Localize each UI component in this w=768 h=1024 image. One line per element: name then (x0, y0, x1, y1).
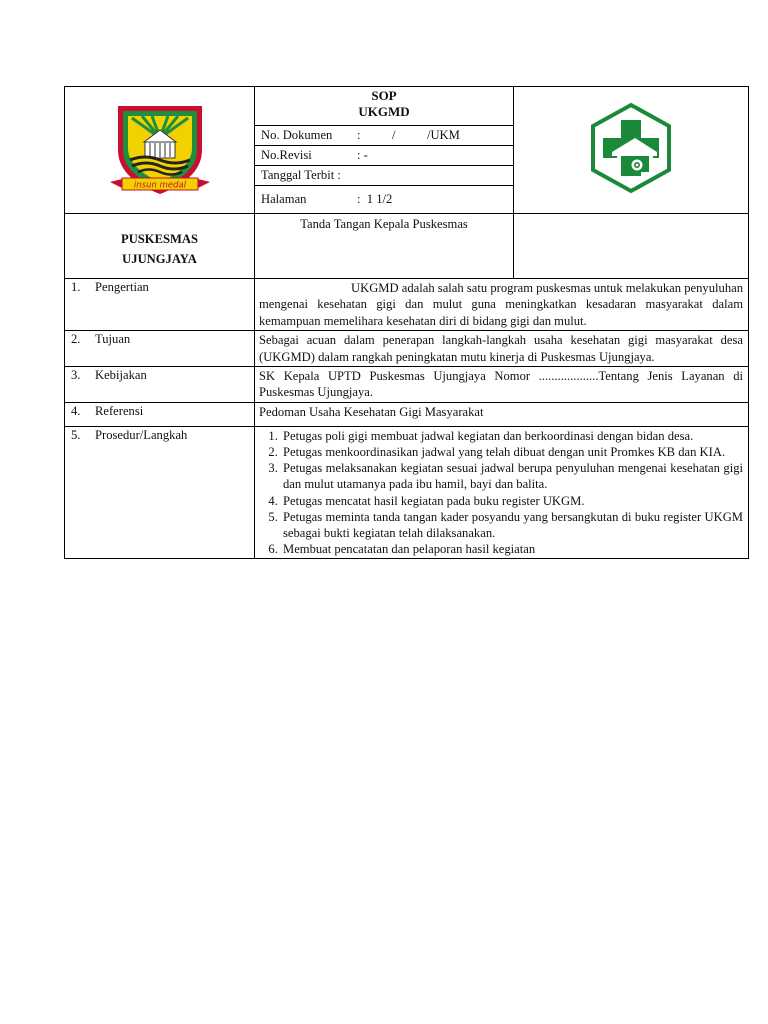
table-row (65, 279, 749, 331)
table-row (65, 426, 749, 559)
procedure-steps (259, 428, 743, 558)
row-text-cell (255, 367, 749, 403)
content-table (64, 278, 749, 559)
row-text: UKGMD adalah salah satu program puskesmas untuk melakukan penyuluhan mengenai kesehatan gigi dan mulut guna meningkatkan kesadaran masyarakat dalam kemampuan memelihara kesehatan diri di bidang gigi dan mulut. (259, 281, 743, 328)
header-table (64, 86, 749, 279)
row-number: 2. (71, 332, 81, 347)
doc-number-label: No. Dokumen (261, 128, 333, 142)
row-label: Kebijakan (95, 368, 147, 383)
logo-ribbon-text: insun medal (133, 180, 186, 191)
row-text-cell (255, 279, 749, 331)
signature-blank-cell (514, 214, 749, 279)
doc-number-row (255, 126, 514, 146)
list-item: 4. Petugas mencatat hasil kegiatan pada buku register UKGM. (281, 493, 743, 509)
row-number: 1. (71, 280, 81, 294)
table-row (65, 331, 749, 367)
procedure-cell (255, 426, 749, 559)
row-text: Pedoman Usaha Kesehatan Gigi Masyarakat (259, 404, 484, 419)
doc-subtitle: UKGMD (358, 104, 410, 119)
list-item: 3. Petugas melaksanakan kegiatan sesuai jadwal berupa penyuluhan mengenai kesehatan gigi dan mulut utamanya pada ibu hamil, bayi dan balita. (281, 460, 743, 492)
row-number: 4. (71, 403, 81, 418)
list-item: 5. Petugas meminta tanda tangan kader posyandu yang bersangkutan di buku register UKGM sebagai bukti kegiatan telah dilaksanakan. (281, 509, 743, 541)
row-label-cell (65, 367, 255, 403)
org-line2: UJUNGJAYA (122, 252, 197, 266)
page-label: Halaman (261, 192, 307, 206)
sop-document (64, 86, 748, 559)
table-row (65, 367, 749, 403)
row-label: Tujuan (95, 332, 131, 347)
date-row (255, 166, 514, 186)
right-logo-cell (514, 87, 749, 214)
signature-label: Tanda Tangan Kepala Puskesmas (300, 217, 468, 231)
row-label-cell (65, 331, 255, 367)
row-text: SK Kepala UPTD Puskesmas Ujungjaya Nomor ...................Tentang Jenis Layanan di Puskesmas Ujungjaya. (259, 369, 743, 400)
row-label: Pengertian (95, 280, 149, 294)
row-label-cell (65, 402, 255, 426)
left-logo-cell (65, 87, 255, 214)
row-label: Prosedur/Langkah (95, 427, 188, 442)
doc-number-value: : / /UKM (357, 128, 460, 142)
page-value: : 1 1/2 (357, 192, 393, 206)
puskesmas-cross-logo (585, 102, 677, 194)
row-label: Referensi (95, 403, 144, 418)
row-label-cell (65, 279, 255, 331)
revision-value: : - (357, 148, 368, 162)
signature-cell (255, 214, 514, 279)
title-cell (255, 87, 514, 126)
row-label-cell (65, 426, 255, 559)
row-number: 5. (71, 427, 81, 442)
date-label: Tanggal Terbit : (261, 168, 341, 182)
doc-title: SOP (371, 88, 397, 103)
list-item: 1. Petugas poli gigi membuat jadwal kegiatan dan berkoordinasi dengan bidan desa. (281, 428, 743, 444)
row-text-cell (255, 331, 749, 367)
list-item: 2. Petugas menkoordinasikan jadwal yang telah dibuat dengan unit Promkes KB dan KIA. (281, 444, 743, 460)
list-item: 6. Membuat pencatatan dan pelaporan hasil kegiatan (281, 541, 743, 557)
revision-row (255, 146, 514, 166)
row-text-cell (255, 402, 749, 426)
org-name-cell (65, 214, 255, 279)
page-row (255, 186, 514, 214)
row-text: Sebagai acuan dalam penerapan langkah-langkah usaha kesehatan gigi masyarakat desa (UKGMD) dalam rangkah peningkatan mutu kinerja di Puskesmas Ujungjaya. (259, 333, 743, 364)
revision-label: No.Revisi (261, 148, 312, 162)
row-number: 3. (71, 368, 81, 383)
org-line1: PUSKESMAS (121, 232, 198, 246)
regency-shield-logo (108, 98, 212, 198)
table-row (65, 402, 749, 426)
